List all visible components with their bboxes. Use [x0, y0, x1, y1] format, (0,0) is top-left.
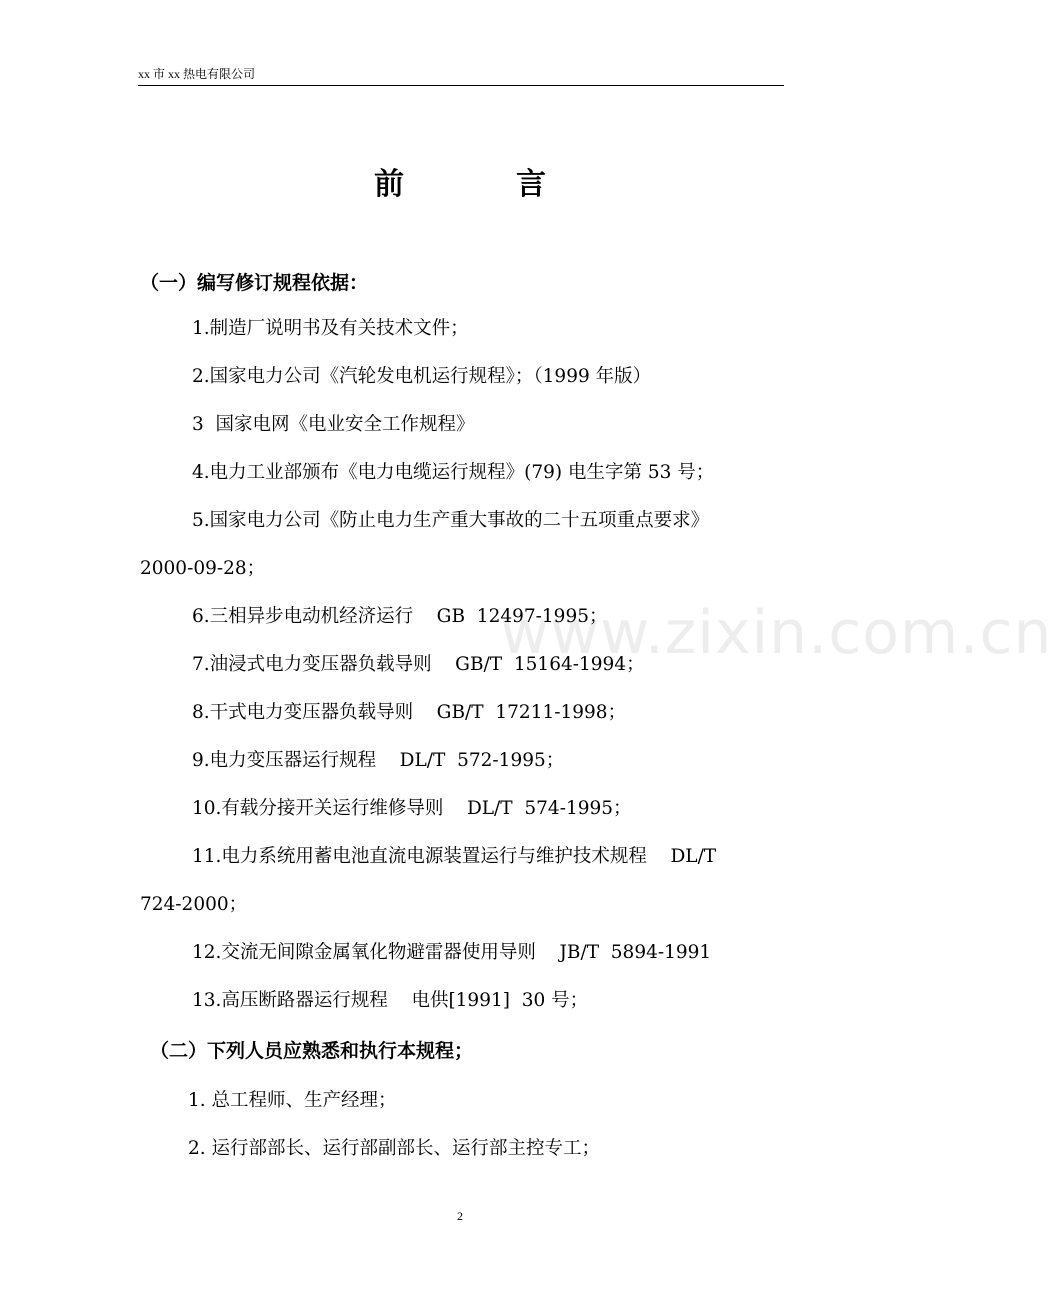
basis-item: 9.电力变压器运行规程 DL/T 572-1995；	[192, 750, 565, 771]
basis-item-continuation: 724-2000；	[140, 894, 248, 915]
basis-item: 13.高压断路器运行规程 电供[1991] 30 号；	[192, 990, 589, 1011]
header-divider	[138, 85, 784, 86]
title-char-2: 言	[516, 167, 546, 202]
basis-item: 4.电力工业部颁布《电力电缆运行规程》(79) 电生字第 53 号；	[192, 462, 715, 483]
basis-item: 7.油浸式电力变压器负载导则 GB/T 15164-1994；	[192, 654, 645, 675]
basis-item: 12.交流无间隙金属氧化物避雷器使用导则 JB/T 5894-1991	[192, 942, 712, 963]
basis-item: 5.国家电力公司《防止电力生产重大事故的二十五项重点要求》	[192, 510, 710, 531]
basis-item: 11.电力系统用蓄电池直流电源装置运行与维护技术规程 DL/T	[192, 846, 717, 867]
section-heading-personnel: （二）下列人员应熟悉和执行本规程；	[150, 1040, 474, 1062]
personnel-item: 2. 运行部部长、运行部副部长、运行部主控专工；	[188, 1138, 601, 1159]
basis-item: 1.制造厂说明书及有关技术文件；	[192, 318, 469, 339]
section-heading-basis: （一）编写修订规程依据：	[140, 272, 369, 294]
basis-item: 6.三相异步电动机经济运行 GB 12497-1995；	[192, 606, 608, 627]
basis-item: 3 国家电网《电业安全工作规程》	[192, 414, 475, 435]
basis-item: 8.干式电力变压器负载导则 GB/T 17211-1998；	[192, 702, 627, 723]
document-title	[0, 160, 920, 210]
page-number: 2	[457, 1209, 463, 1223]
basis-item: 2.国家电力公司《汽轮发电机运行规程》；（1999 年版）	[192, 366, 652, 387]
personnel-item: 1. 总工程师、生产经理；	[188, 1090, 397, 1111]
watermark-text: www.zixin.com.cn	[500, 598, 1052, 668]
company-name: xx 市 xx 热电有限公司	[138, 67, 256, 81]
basis-item: 10.有载分接开关运行维修导则 DL/T 574-1995；	[192, 798, 632, 819]
basis-item-continuation: 2000-09-28；	[140, 558, 266, 579]
title-char-1: 前	[374, 167, 404, 202]
